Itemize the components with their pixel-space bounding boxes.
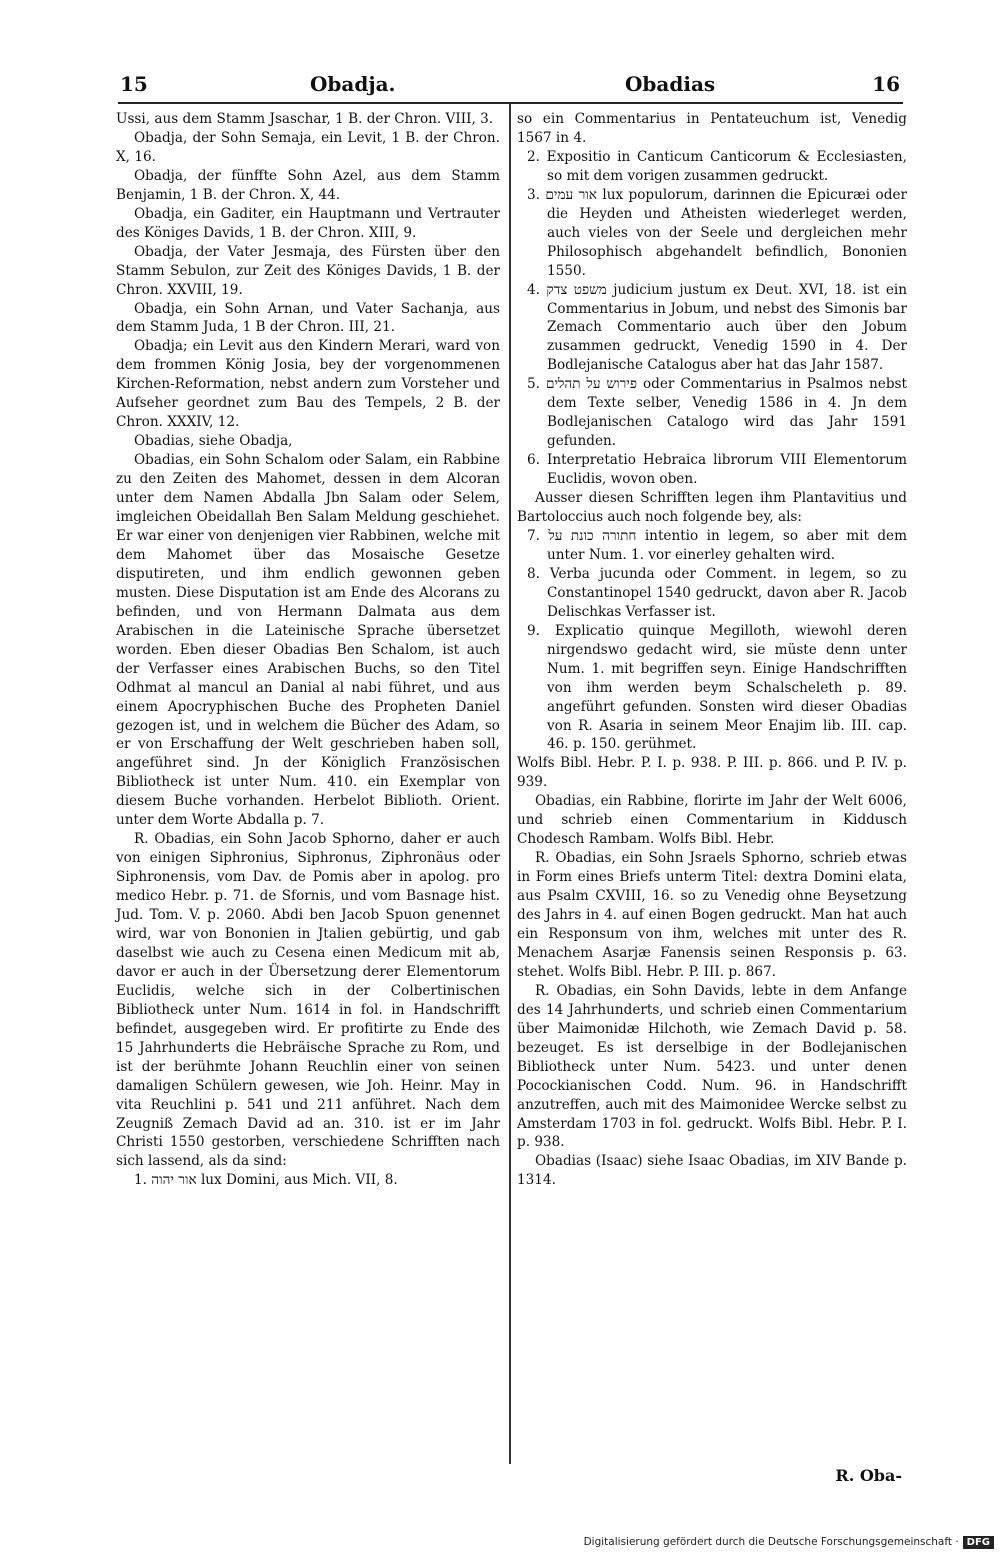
list-item-5: 5. פירוש על תהלים oder Commentarius in Psalmos nebst dem Texte selber, Venedig 1586 in 4. Jn dem Bodlejanischen Catalogo wird das Jahr 1591 gefunden. [527, 376, 907, 450]
entry-r-obadias-sphorno: R. Obadias, ein Sohn Jacob Sphorno, daher er auch von einigen Siphronius, Siphronus, Ziphronäus oder Siphronensis, vom Dav. de Pomis aber in apolog. pro medico Hebr. p. 71. de Sfornis, und vom Basnage hist. Jud. Tom. V. p. 2060. Abdi ben Jacob Spuon genennet wird, war von Bononien in Jtalien gebürtig, und gab daselbst wie auch zu Cesena einen Medicum mit ab, davor er auch in der Übersetzung derer Elementorum Euclidis, welche sich in der Colbertinischen Bibliotheck unter Num. 1614 in fol. in Handschrifft befindet, ausgegeben wird. Er profitirte zu Ende des 15 Jahrhunderts die Hebräische Sprache zu Rom, und ist der berühmte Johann Reuchlin einer von seinen damaligen Schülern gewesen, wie Joh. Heinr. May in vita Reuchlini p. 541 und 211 anführet. Nach dem Zeugniß Zemach David ad an. 310. ist er im Jahr Christi 1550 gestorben, verschiedene Schrifften nach sich lassend, als da sind: [116, 831, 500, 1170]
left-running-title: Obadja. [310, 72, 396, 96]
list-item-3: 3. אור עמים lux populorum, darinnen die Epicuræi oder die Heyden und Atheisten wiederleget werden, auch vieles von der Seele und dergleichen mehr Philosophisch abgehandelt befindlich, Bononien 1550. [527, 186, 907, 279]
continuation-text: so ein Commentarius in Pentateuchum ist, Venedig 1567 in 4. [517, 111, 907, 146]
entry-r-obadias-israel: R. Obadias, ein Sohn Jsraels Sphorno, schrieb etwas in Form eines Briefs unterm Titel: dextra Domini elata, aus Psalm CXVIII, 16. so zu Venedig ohne Beysetzung des Jahrs in 4. auf einen Bogen gedruckt. Man hat auch ein Responsum von ihm, welches mit unter des R. Menachem Asarjæ Fanensis seinen Responsis p. 63. stehet. Wolfs Bibl. Hebr. P. III. p. 867. [517, 850, 907, 980]
right-running-title: Obadias [625, 72, 716, 96]
list-item-8: 8. Verba jucunda oder Comment. in legem, so zu Constantinopel 1540 gedruckt, davon aber R. Jacob Delischkas Verfasser ist. [527, 565, 907, 620]
entry-r-obadias-david: R. Obadias, ein Sohn Davids, lebte in dem Anfange des 14 Jahrhunderts, und schrieb einen Commentarium über Maimonidæ Hilchoth, wie Zemach David p. 58. bezeuget. Es ist derselbige in der Bodlejanischen Bibliotheck unter Num. 5423. und unter denen Pocockianischen Codd. Num. 96. in Handschrifft anzutreffen, auch mit des Maimonidee Wercke selbst zu Amsterdam 1703 in fol. gedruckt. Wolfs Bibl. Hebr. P. I. p. 938. [517, 982, 907, 1151]
entry-obadias-rabbine: Obadias, ein Rabbine, florirte im Jahr der Welt 6006, und schrieb einen Commentarium in Kiddusch Chodesch Rambam. Wolfs Bibl. Hebr. [517, 793, 907, 848]
footer-text: Digitalisierung gefördert durch die Deutsche Forschungsgemeinschaft · [583, 1536, 959, 1548]
list-item-1: 1. אור יהוה lux Domini, aus Mich. VII, 8. [134, 1172, 398, 1189]
left-page-number: 15 [120, 72, 148, 96]
list-item-6: 6. Interpretatio Hebraica librorum VIII Elementorum Euclidis, wovon oben. [527, 452, 907, 488]
entry-obadias-schalom: Obadias, ein Sohn Schalom oder Salam, ein Rabbine zu den Zeiten des Mahomet, dessen in dem Alcoran unter dem Namen Abdalla Jbn Salam oder Selem, imgleichen Obeidallah Ben Salam Meldung geschiehet. Er war einer von denjenigen vier Rabbinen, welche mit dem Mahomet über das Mosaische Gesetze disputireten, und ihm endlich gewonnen geben musten. Diese Disputation ist am Ende des Alcorans zu befinden, und von Hermann Dalmata aus dem Arabischen in die Lateinische Sprache übersetzet worden. Eben dieser Obadias Ben Schalom, ist auch der Verfasser eines Arabischen Buchs, so den Titel Odhmat al mancul an Danial al nabi führet, und aus einem Apocryphischen Buche des Propheten Daniel gezogen ist, und in welchem die Bücher des Adam, so er von Erschaffung der Welt geschrieben haben soll, angeführet sind. Jn der Königlich Französischen Bibliotheck ist unter Num. 410. ein Exemplar von diesem Buche vorhanden. Herbelot Biblioth. Orient. unter dem Worte Abdalla p. 7. [116, 452, 500, 829]
list-item-9: 9. Explicatio quinque Megilloth, wiewohl deren nirgendswo gedacht wird, sie müste denn unter Num. 1. mit begriffen seyn. Einige Handschrifften von ihm werden beym Schalscheleth p. 89. angeführt gefunden. Sonsten wird dieser Obadias von R. Asaria in seinem Meor Enajim lib. III. cap. 46. p. 150. gerühmet. [527, 622, 907, 753]
entry-obadja-levit: Obadja; ein Levit aus den Kindern Merari, ward von dem frommen König Josia, bey der vorgenommenen Kirchen-Reformation, nebst andern zum Vorsteher und Aufseher geordnet zum Bau des Tempels, 2 B. der Chron. XXXIV, 12. [116, 338, 500, 431]
catchword: R. Oba- [835, 1466, 902, 1485]
list-item-2: 2. Expositio in Canticum Canticorum & Ecclesiasten, so mit dem vorigen zusammen gedruckt. [527, 148, 907, 184]
additional-works-intro: Ausser diesen Schrifften legen ihm Plantavitius und Bartoloccius auch noch folgende bey, als: [517, 490, 907, 526]
list-item-7: 7. חתורה כונת על intentio in legem, so aber mit dem unter Num. 1. vor einerley gehalten wird. [527, 527, 907, 563]
entry-obadias-isaac: Obadias (Isaac) siehe Isaac Obadias, im XIV Bande p. 1314. [517, 1153, 907, 1189]
dfg-logo: DFG [963, 1536, 994, 1549]
entry-obadja-jesmaja: Obadja, der Vater Jesmaja, des Fürsten über den Stamm Sebulon, zur Zeit des Königes Davids, 1 B. der Chron. XXVIII, 19. [116, 243, 500, 298]
digitization-footer [0, 1536, 994, 1556]
column-divider [509, 104, 511, 1464]
page-header [120, 72, 900, 102]
entry-obadja-arnan: Obadja, ein Sohn Arnan, und Vater Sachanja, aus dem Stamm Juda, 1 B der Chron. III, 21. [116, 300, 500, 336]
entry-obadias-siehe: Obadias, siehe Obadja, [134, 433, 293, 450]
right-column [517, 110, 907, 1190]
entry-obadja-semaja: Obadja, der Sohn Semaja, ein Levit, 1 B. der Chron. X, 16. [116, 129, 500, 165]
entry-obadja-azel: Obadja, der fünffte Sohn Azel, aus dem Stamm Benjamin, 1 B. der Chron. X, 44. [116, 167, 500, 203]
entry-ussi: Ussi, aus dem Stamm Jsaschar, 1 B. der Chron. VIII, 3. [116, 111, 494, 127]
list-item-4: 4. משפט צדק judicium justum ex Deut. XVI, 18. ist ein Commentarius in Jobum, und nebst des Simonis bar Zemach Commentario auch über den Jobum zusammen gedruckt, Venedig 1590 in 4. Der Bodlejanische Catalogus aber hat das Jahr 1587. [527, 281, 907, 374]
entry-obadja-gaditer: Obadja, ein Gaditer, ein Hauptmann und Vertrauter des Königes Davids, 1 B. der Chron. XIII, 9. [116, 205, 500, 241]
left-column [116, 110, 500, 1190]
wolfs-reference: Wolfs Bibl. Hebr. P. I. p. 938. P. III. p. 866. und P. IV. p. 939. [517, 755, 907, 791]
right-page-number: 16 [872, 72, 900, 96]
